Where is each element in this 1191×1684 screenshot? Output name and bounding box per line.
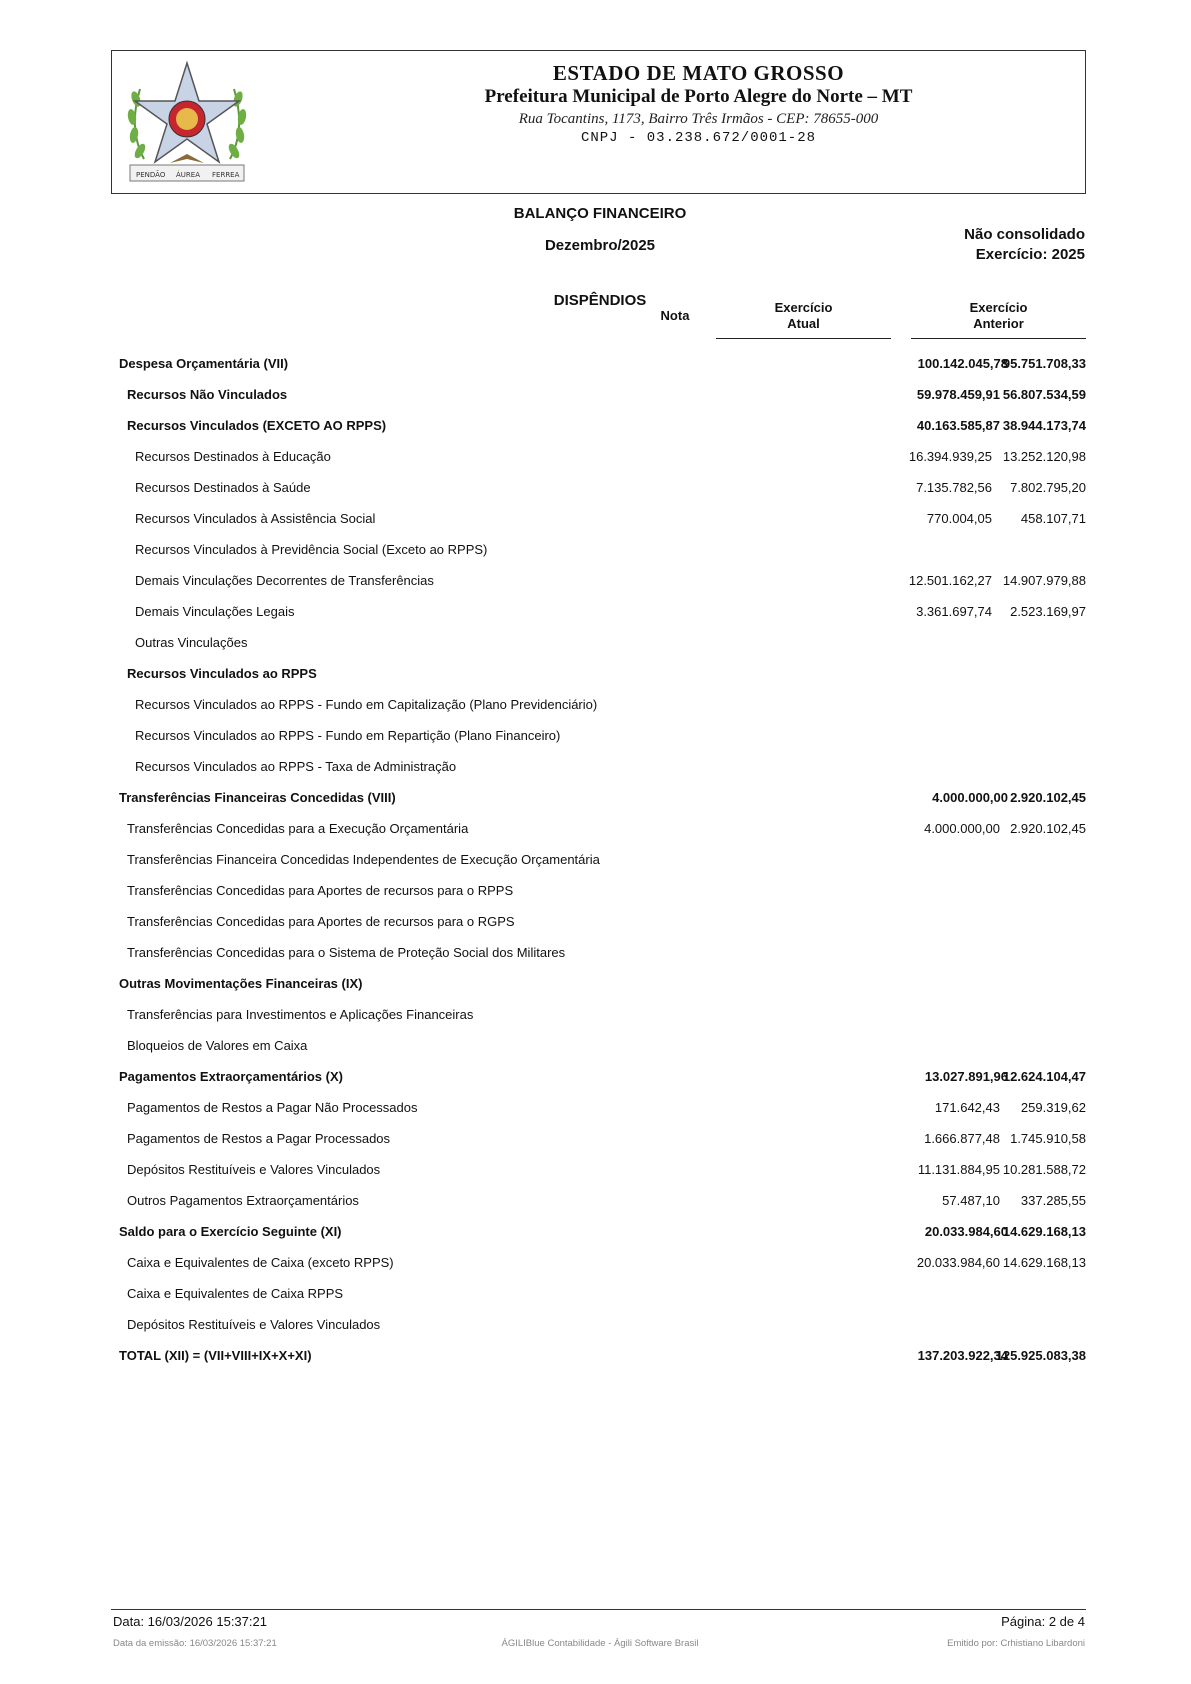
row-label: Recursos Vinculados ao RPPS - Fundo em Capitalização (Plano Previdenciário) — [135, 697, 598, 712]
row-previous-value: 95.751.708,33 — [1002, 356, 1086, 371]
prefeitura-title: Prefeitura Municipal de Porto Alegre do Norte – MT — [484, 86, 913, 107]
current-header-line2: Atual — [787, 316, 820, 331]
row-label: Transferências Concedidas para Aportes de recursos para o RPPS — [127, 883, 514, 898]
row-label: Pagamentos de Restos a Pagar Não Processados — [127, 1100, 418, 1115]
table-row-total — [119, 1345, 1086, 1367]
row-previous-value: 14.907.979,88 — [1002, 573, 1086, 588]
address: Rua Tocantins, 1173, Bairro Três Irmãos - CEP: 78655-000 — [518, 111, 879, 127]
row-label: Transferências Concedidas para Aportes de recursos para o RGPS — [127, 914, 515, 929]
row-previous-value: 13.252.120,98 — [1002, 449, 1086, 464]
row-label: Caixa e Equivalentes de Caixa (exceto RPPS) — [127, 1255, 394, 1270]
row-previous-value: 7.802.795,20 — [1010, 480, 1086, 495]
table-row — [119, 601, 1086, 623]
table-row — [119, 446, 1086, 468]
section-heading: DISPÊNDIOS — [553, 292, 647, 309]
table-row — [119, 1283, 1086, 1305]
row-current-value: 4.000.000,00 — [924, 821, 1000, 836]
page-number: Página: 2 de 4 — [1001, 1614, 1085, 1629]
row-label: Bloqueios de Valores em Caixa — [127, 1038, 308, 1053]
table-row — [119, 384, 1086, 406]
table-row — [119, 849, 1086, 871]
row-previous-value: 14.629.168,13 — [1002, 1224, 1086, 1239]
row-label: Outras Movimentações Financeiras (IX) — [119, 976, 363, 991]
row-previous-value: 2.920.102,45 — [1010, 821, 1086, 836]
row-previous-value: 12.624.104,47 — [1002, 1069, 1086, 1084]
table-row — [119, 694, 1086, 716]
row-current-value: 12.501.162,27 — [908, 573, 992, 588]
table-row — [119, 973, 1086, 995]
row-label: Recursos Destinados à Educação — [135, 449, 331, 464]
row-current-value: 3.361.697,74 — [916, 604, 992, 619]
row-label: Outros Pagamentos Extraorçamentários — [127, 1193, 359, 1208]
header-text — [312, 61, 1085, 147]
row-previous-value: 14.629.168,13 — [1002, 1255, 1086, 1270]
row-label: Transferências Concedidas para a Execução Orçamentária — [127, 821, 469, 836]
issued-by: Emitido por: Crhistiano Libardoni — [947, 1638, 1085, 1649]
row-label: Transferências Concedidas para o Sistema de Proteção Social dos Militares — [127, 945, 566, 960]
footer-date: Data: 16/03/2026 15:37:21 — [113, 1614, 267, 1629]
row-label: Recursos Vinculados à Assistência Social — [135, 511, 376, 526]
table-row — [119, 756, 1086, 778]
table-row — [119, 942, 1086, 964]
row-previous-value: 259.319,62 — [1020, 1100, 1086, 1115]
software-credit: ÁGILIBlue Contabilidade - Ágili Software Brasil — [501, 1638, 699, 1649]
row-label: Recursos Destinados à Saúde — [135, 480, 311, 495]
row-previous-value: 125.925.083,38 — [995, 1348, 1086, 1363]
row-label: Transferências para Investimentos e Aplicações Financeiras — [127, 1007, 474, 1022]
table-row — [119, 1004, 1086, 1026]
row-label: Demais Vinculações Legais — [135, 604, 295, 619]
row-previous-value: 56.807.534,59 — [1002, 387, 1086, 402]
table-row — [119, 1066, 1086, 1088]
row-label: Depósitos Restituíveis e Valores Vinculados — [127, 1317, 381, 1332]
svg-text:FERREA: FERREA — [212, 171, 240, 179]
current-header-line1: Exercício — [774, 300, 833, 315]
row-label: Recursos Vinculados ao RPPS - Taxa de Administração — [135, 759, 457, 774]
table-row — [119, 787, 1086, 809]
table-row — [119, 818, 1086, 840]
row-previous-value: 10.281.588,72 — [1002, 1162, 1086, 1177]
fiscal-year: Exercício: 2025 — [975, 246, 1085, 263]
row-label: Pagamentos Extraorçamentários (X) — [119, 1069, 343, 1084]
table-row — [119, 1097, 1086, 1119]
table-row — [119, 353, 1086, 375]
row-current-value: 40.163.585,87 — [916, 418, 1000, 433]
municipal-seal-icon — [122, 59, 252, 187]
row-current-value: 770.004,05 — [926, 511, 992, 526]
table-row — [119, 1314, 1086, 1336]
footer-divider — [111, 1609, 1086, 1610]
row-label: Depósitos Restituíveis e Valores Vinculados — [127, 1162, 381, 1177]
row-current-value: 16.394.939,25 — [908, 449, 992, 464]
row-label: Pagamentos de Restos a Pagar Processados — [127, 1131, 391, 1146]
table-row — [119, 632, 1086, 654]
row-previous-value: 2.920.102,45 — [1010, 790, 1086, 805]
row-label: Recursos Vinculados à Previdência Social (Exceto ao RPPS) — [135, 542, 488, 557]
nota-column-header: Nota — [660, 308, 690, 323]
row-label: Recursos Não Vinculados — [127, 387, 288, 402]
row-current-value: 11.131.884,95 — [917, 1162, 1000, 1177]
table-row — [119, 570, 1086, 592]
row-current-value: 171.642,43 — [934, 1100, 1000, 1115]
row-label: Demais Vinculações Decorrentes de Transferências — [135, 573, 434, 588]
emission-date: Data da emissão: 16/03/2026 15:37:21 — [113, 1638, 277, 1649]
svg-text:PENDÃO: PENDÃO — [136, 171, 166, 179]
current-year-column-header — [716, 300, 891, 339]
consolidation-status: Não consolidado — [964, 226, 1085, 243]
row-previous-value: 458.107,71 — [1020, 511, 1086, 526]
previous-year-column-header — [911, 300, 1086, 339]
previous-header-line2: Anterior — [973, 316, 1024, 331]
row-label: TOTAL (XII) = (VII+VIII+IX+X+XI) — [119, 1348, 312, 1363]
row-label: Recursos Vinculados (EXCETO AO RPPS) — [127, 418, 387, 433]
row-previous-value: 2.523.169,97 — [1010, 604, 1086, 619]
table-row — [119, 539, 1086, 561]
svg-text:ÁUREA: ÁUREA — [176, 171, 200, 179]
table-row — [119, 880, 1086, 902]
table-row — [119, 415, 1086, 437]
table-row — [119, 508, 1086, 530]
table-row — [119, 1221, 1086, 1243]
row-current-value: 100.142.045,78 — [917, 356, 1008, 371]
state-title: ESTADO DE MATO GROSSO — [552, 61, 845, 85]
row-current-value: 137.203.922,34 — [917, 1348, 1008, 1363]
table-row — [119, 477, 1086, 499]
row-label: Recursos Vinculados ao RPPS — [127, 666, 317, 681]
row-previous-value: 337.285,55 — [1020, 1193, 1086, 1208]
table-row — [119, 663, 1086, 685]
row-label: Caixa e Equivalentes de Caixa RPPS — [127, 1286, 344, 1301]
table-row — [119, 725, 1086, 747]
row-current-value: 57.487,10 — [942, 1193, 1000, 1208]
row-label: Despesa Orçamentária (VII) — [119, 356, 289, 371]
report-period: Dezembro/2025 — [544, 237, 656, 254]
table-row — [119, 911, 1086, 933]
row-current-value: 13.027.891,96 — [924, 1069, 1008, 1084]
report-title: BALANÇO FINANCEIRO — [513, 205, 687, 222]
row-previous-value: 1.745.910,58 — [1010, 1131, 1086, 1146]
cnpj: CNPJ - 03.238.672/0001-28 — [580, 130, 817, 146]
row-current-value: 59.978.459,91 — [916, 387, 1000, 402]
row-label: Outras Vinculações — [135, 635, 248, 650]
row-current-value: 4.000.000,00 — [932, 790, 1008, 805]
table-row — [119, 1159, 1086, 1181]
row-current-value: 1.666.877,48 — [924, 1131, 1000, 1146]
row-label: Transferências Financeiras Concedidas (VIII) — [119, 790, 396, 805]
row-current-value: 20.033.984,60 — [916, 1255, 1000, 1270]
table-row — [119, 1128, 1086, 1150]
row-label: Recursos Vinculados ao RPPS - Fundo em Repartição (Plano Financeiro) — [135, 728, 561, 743]
table-row — [119, 1035, 1086, 1057]
row-current-value: 7.135.782,56 — [916, 480, 992, 495]
previous-header-line1: Exercício — [969, 300, 1028, 315]
row-label: Transferências Financeira Concedidas Independentes de Execução Orçamentária — [127, 852, 600, 867]
row-previous-value: 38.944.173,74 — [1002, 418, 1086, 433]
header-box — [111, 50, 1086, 194]
table-row — [119, 1190, 1086, 1212]
row-current-value: 20.033.984,60 — [924, 1224, 1008, 1239]
table-row — [119, 1252, 1086, 1274]
row-label: Saldo para o Exercício Seguinte (XI) — [119, 1224, 342, 1239]
